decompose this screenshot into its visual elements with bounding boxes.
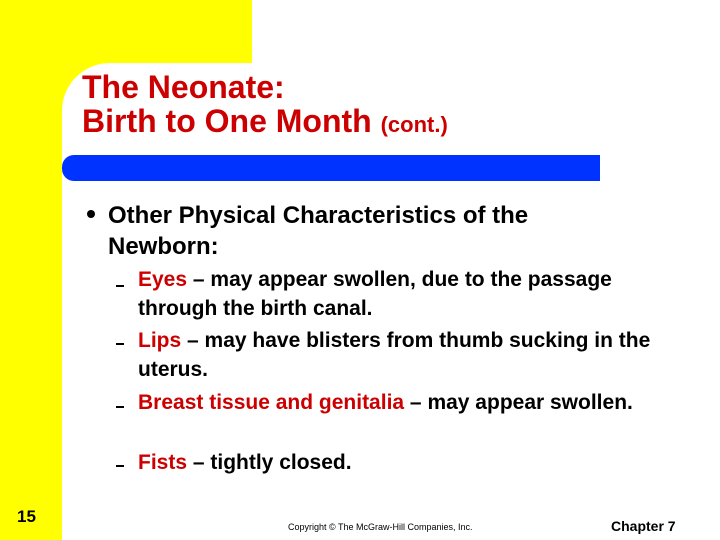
term-description: – may appear swollen, due to the passage through the birth canal. — [138, 268, 612, 320]
term-label: Breast tissue and genitalia — [138, 391, 405, 414]
term-description: – may appear swollen. — [404, 391, 633, 414]
title-divider-bar — [62, 155, 600, 181]
title-suffix: (cont.) — [380, 112, 448, 137]
dash-bullet-icon — [116, 465, 124, 467]
copyright-notice: Copyright © The McGraw-Hill Companies, Inc. — [288, 522, 473, 532]
title-line-1: The Neonate: — [82, 69, 285, 105]
term-label: Fists — [138, 451, 188, 474]
main-bullet-text: Other Physical Characteristics of the Newborn: — [108, 202, 529, 260]
bullet-dot-icon — [87, 210, 95, 218]
term-description: – may have blisters from thumb sucking in the uterus. — [138, 329, 651, 381]
dash-bullet-icon — [116, 285, 124, 287]
slide-title — [82, 70, 448, 142]
sub-bullet-eyes — [138, 265, 678, 323]
term-label: Lips — [138, 329, 182, 352]
sub-bullet-fists — [138, 448, 678, 477]
dash-bullet-icon — [116, 406, 124, 408]
term-label: Eyes — [138, 268, 188, 291]
page-number: 15 — [17, 507, 36, 526]
term-description: – tightly closed. — [187, 451, 352, 474]
dash-bullet-icon — [116, 343, 124, 345]
title-line-2: Birth to One Month — [82, 103, 372, 139]
chapter-label: Chapter 7 — [611, 518, 676, 534]
sub-bullet-lips — [138, 326, 678, 384]
sub-bullet-breast-tissue — [138, 388, 678, 417]
